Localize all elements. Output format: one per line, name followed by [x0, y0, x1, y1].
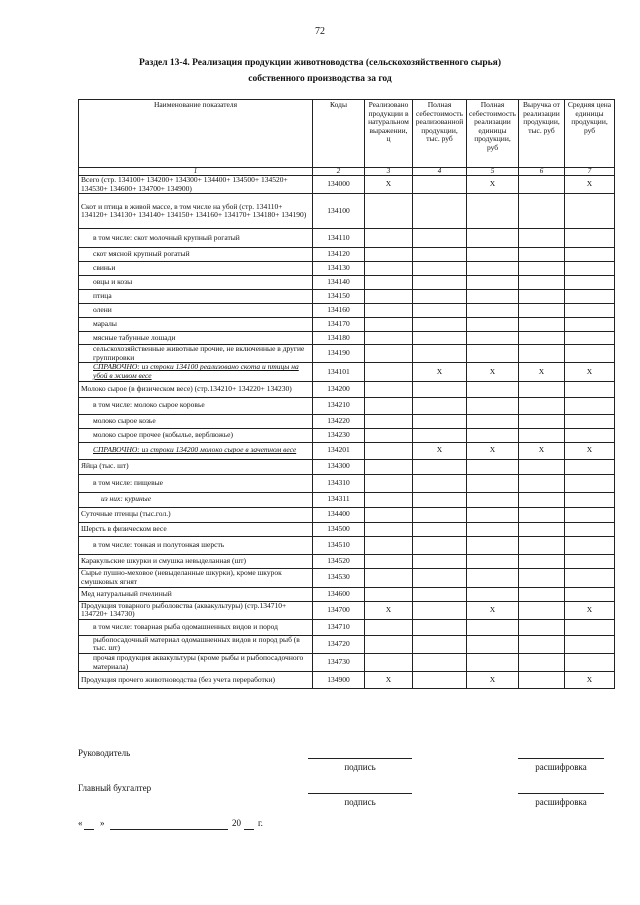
row-cell-c6[interactable]	[519, 229, 565, 248]
row-name: в том числе: скот молочный крупный рогатый	[79, 229, 313, 248]
row-cell-c7[interactable]	[565, 635, 615, 653]
row-code: 134190	[313, 345, 365, 363]
row-cell-c6[interactable]	[519, 318, 565, 332]
row-cell-c4[interactable]	[413, 345, 467, 363]
row-cell-c7[interactable]	[565, 428, 615, 442]
row-cell-c3[interactable]	[365, 345, 413, 363]
row-cell-c4[interactable]	[413, 536, 467, 554]
row-cell-c6[interactable]	[519, 428, 565, 442]
table-row	[79, 248, 615, 262]
section-title-line2: собственного производства за год	[248, 74, 392, 84]
row-cell-c5[interactable]	[467, 587, 519, 601]
row-cell-c7[interactable]	[565, 522, 615, 536]
row-cell-c5: X	[467, 601, 519, 619]
row-cell-c4[interactable]	[413, 672, 467, 689]
table-row	[79, 318, 615, 332]
date-close-quote: »	[100, 818, 105, 828]
row-cell-c6[interactable]	[519, 332, 565, 345]
row-name: Каракульские шкурки и смушка невыделанная (шт)	[79, 554, 313, 568]
row-name: прочая продукция аквакультуры (кроме рыбы и рыбопосадочного материала)	[79, 653, 313, 671]
header-row	[79, 100, 615, 168]
row-cell-c6[interactable]	[519, 672, 565, 689]
row-code: 134130	[313, 262, 365, 276]
row-cell-c4[interactable]	[413, 635, 467, 653]
column-number: 1	[79, 168, 313, 176]
row-cell-c4[interactable]	[413, 381, 467, 397]
column-number: 2	[313, 168, 365, 176]
row-cell-c3[interactable]	[365, 587, 413, 601]
row-cell-c7[interactable]	[565, 194, 615, 229]
row-name: молоко сырое прочее (кобылье, верблюжье)	[79, 428, 313, 442]
row-cell-c7: X	[565, 442, 615, 459]
row-code: 134530	[313, 568, 365, 587]
table-row	[79, 414, 615, 428]
accountant-signature-caption: подпись	[344, 797, 376, 807]
row-code: 134400	[313, 507, 365, 522]
table-row	[79, 304, 615, 318]
table-row	[79, 381, 615, 397]
row-cell-c6[interactable]	[519, 507, 565, 522]
row-cell-c5[interactable]	[467, 194, 519, 229]
row-code: 134220	[313, 414, 365, 428]
row-cell-c5[interactable]	[467, 635, 519, 653]
head-decoding-caption: расшифровка	[535, 762, 587, 772]
column-number-row	[79, 168, 615, 176]
row-cell-c6: X	[519, 442, 565, 459]
header-name: Наименование показателя	[79, 100, 313, 168]
row-cell-c5[interactable]	[467, 262, 519, 276]
row-cell-c3[interactable]	[365, 507, 413, 522]
section-title	[0, 55, 640, 87]
row-cell-c3[interactable]	[365, 318, 413, 332]
row-cell-c7: X	[565, 672, 615, 689]
row-cell-c4[interactable]	[413, 619, 467, 635]
row-cell-c4[interactable]	[413, 248, 467, 262]
row-cell-c7[interactable]	[565, 345, 615, 363]
table-row	[79, 635, 615, 653]
row-cell-c5: X	[467, 176, 519, 194]
row-cell-c4[interactable]	[413, 332, 467, 345]
row-cell-c7[interactable]	[565, 262, 615, 276]
row-cell-c5[interactable]	[467, 507, 519, 522]
table-row	[79, 363, 615, 381]
row-cell-c3[interactable]	[365, 536, 413, 554]
row-code: 134101	[313, 363, 365, 381]
row-cell-c5[interactable]	[467, 345, 519, 363]
row-cell-c7[interactable]	[565, 318, 615, 332]
row-cell-c3[interactable]	[365, 459, 413, 474]
row-cell-c7[interactable]	[565, 381, 615, 397]
row-name: Молоко сырое (в физическом весе) (стр.134210+ 134220+ 134230)	[79, 381, 313, 397]
row-cell-c3[interactable]	[365, 414, 413, 428]
row-cell-c3[interactable]	[365, 248, 413, 262]
row-cell-c5: X	[467, 672, 519, 689]
row-code: 134180	[313, 332, 365, 345]
row-name: СПРАВОЧНО: из строки 134200 молоко сырое в зачетном весе	[79, 442, 313, 459]
row-cell-c6[interactable]	[519, 459, 565, 474]
row-cell-c3[interactable]	[365, 568, 413, 587]
row-code: 134710	[313, 619, 365, 635]
row-code: 134110	[313, 229, 365, 248]
row-cell-c6[interactable]	[519, 304, 565, 318]
row-name: Сырье пушно-меховое (невыделанные шкурки), кроме шкурок смушковых ягнят	[79, 568, 313, 587]
table-row	[79, 332, 615, 345]
sales-table	[78, 99, 615, 689]
row-cell-c4[interactable]	[413, 304, 467, 318]
row-name: маралы	[79, 318, 313, 332]
page-number: 72	[315, 26, 325, 37]
row-code: 134170	[313, 318, 365, 332]
row-code: 134730	[313, 653, 365, 671]
row-cell-c4[interactable]	[413, 428, 467, 442]
column-number: 7	[565, 168, 615, 176]
row-cell-c6[interactable]	[519, 276, 565, 290]
row-cell-c5: X	[467, 363, 519, 381]
row-cell-c3[interactable]	[365, 194, 413, 229]
row-cell-c6[interactable]	[519, 474, 565, 492]
row-name: из них: куриные	[79, 492, 313, 507]
row-cell-c5[interactable]	[467, 304, 519, 318]
row-name: в том числе: тонкая и полутонкая шерсть	[79, 536, 313, 554]
row-cell-c5[interactable]	[467, 318, 519, 332]
date-open-quote: «	[78, 818, 83, 828]
row-cell-c3[interactable]	[365, 262, 413, 276]
row-cell-c5[interactable]	[467, 229, 519, 248]
table-body	[79, 176, 615, 689]
table-row	[79, 428, 615, 442]
row-name: Шерсть в физическом весе	[79, 522, 313, 536]
row-cell-c6[interactable]	[519, 345, 565, 363]
row-cell-c4[interactable]	[413, 318, 467, 332]
row-code: 134700	[313, 601, 365, 619]
row-code: 134210	[313, 397, 365, 414]
row-cell-c3[interactable]	[365, 474, 413, 492]
table-row	[79, 536, 615, 554]
row-name: Мед натуральный пчелиный	[79, 587, 313, 601]
table-row	[79, 194, 615, 229]
row-name: СПРАВОЧНО: из строки 134100 реализовано скота и птицы на убой в живом весе	[79, 363, 313, 381]
header-unit-cost: Полная себестоимость реализации единицы продукции, руб	[467, 100, 519, 168]
row-cell-c6[interactable]	[519, 194, 565, 229]
row-cell-c3[interactable]	[365, 276, 413, 290]
row-cell-c3[interactable]	[365, 554, 413, 568]
row-code: 134100	[313, 194, 365, 229]
row-cell-c4[interactable]	[413, 414, 467, 428]
row-code: 134310	[313, 474, 365, 492]
row-cell-c7[interactable]	[565, 248, 615, 262]
row-cell-c4[interactable]	[413, 276, 467, 290]
header-revenue: Выручка от реализации продукции, тыс. руб	[519, 100, 565, 168]
row-cell-c4[interactable]	[413, 459, 467, 474]
row-code: 134140	[313, 276, 365, 290]
row-cell-c7[interactable]	[565, 304, 615, 318]
accountant-label: Главный бухгалтер	[78, 783, 152, 793]
row-cell-c5[interactable]	[467, 619, 519, 635]
header-sold: Реализовано продукции в натуральном выражении, ц	[365, 100, 413, 168]
row-name: мясные табунные лошади	[79, 332, 313, 345]
table-row	[79, 672, 615, 689]
row-cell-c7[interactable]	[565, 397, 615, 414]
row-code: 134000	[313, 176, 365, 194]
row-cell-c3[interactable]	[365, 332, 413, 345]
row-cell-c5[interactable]	[467, 653, 519, 671]
table-row	[79, 554, 615, 568]
row-cell-c5[interactable]	[467, 414, 519, 428]
table-row	[79, 345, 615, 363]
accountant-decoding-line[interactable]	[518, 793, 604, 794]
row-cell-c7[interactable]	[565, 619, 615, 635]
row-code: 134720	[313, 635, 365, 653]
column-number: 4	[413, 168, 467, 176]
row-name: свиньи	[79, 262, 313, 276]
row-cell-c6[interactable]	[519, 397, 565, 414]
row-cell-c5[interactable]	[467, 290, 519, 304]
row-cell-c5[interactable]	[467, 554, 519, 568]
head-label: Руководитель	[78, 748, 131, 758]
row-cell-c3[interactable]	[365, 290, 413, 304]
date-year-line[interactable]	[244, 829, 254, 830]
row-cell-c5[interactable]	[467, 568, 519, 587]
row-cell-c3[interactable]	[365, 522, 413, 536]
row-cell-c4[interactable]	[413, 587, 467, 601]
row-cell-c5[interactable]	[467, 332, 519, 345]
row-cell-c4[interactable]	[413, 554, 467, 568]
row-cell-c3[interactable]	[365, 304, 413, 318]
row-cell-c3: X	[365, 176, 413, 194]
column-number: 5	[467, 168, 519, 176]
row-cell-c5[interactable]	[467, 536, 519, 554]
table-row	[79, 619, 615, 635]
row-name: в том числе: молоко сырое коровье	[79, 397, 313, 414]
row-cell-c5[interactable]	[467, 428, 519, 442]
table-row	[79, 522, 615, 536]
row-code: 134520	[313, 554, 365, 568]
table-row	[79, 459, 615, 474]
row-cell-c6[interactable]	[519, 176, 565, 194]
row-cell-c6[interactable]	[519, 554, 565, 568]
row-name: Скот и птица в живой массе, в том числе на убой (стр. 134110+ 134120+ 134130+ 134140+ 134150+ 134160+ 134170+ 134180+ 134190)	[79, 194, 313, 229]
row-cell-c4[interactable]	[413, 507, 467, 522]
table-row	[79, 601, 615, 619]
row-cell-c6[interactable]	[519, 290, 565, 304]
row-cell-c3[interactable]	[365, 381, 413, 397]
row-cell-c6[interactable]	[519, 492, 565, 507]
row-cell-c3[interactable]	[365, 229, 413, 248]
row-cell-c4[interactable]	[413, 601, 467, 619]
row-code: 134510	[313, 536, 365, 554]
row-cell-c7[interactable]	[565, 459, 615, 474]
row-cell-c3[interactable]	[365, 492, 413, 507]
row-cell-c4[interactable]	[413, 176, 467, 194]
row-cell-c6[interactable]	[519, 536, 565, 554]
row-name: олени	[79, 304, 313, 318]
row-cell-c6[interactable]	[519, 635, 565, 653]
row-cell-c7[interactable]	[565, 507, 615, 522]
table-row	[79, 176, 615, 194]
header-avg-price: Средняя цена единицы продукции, руб	[565, 100, 615, 168]
row-cell-c3: X	[365, 672, 413, 689]
row-code: 134160	[313, 304, 365, 318]
row-cell-c7[interactable]	[565, 536, 615, 554]
row-cell-c5[interactable]	[467, 459, 519, 474]
row-cell-c7[interactable]	[565, 474, 615, 492]
row-code: 134500	[313, 522, 365, 536]
table-row	[79, 397, 615, 414]
accountant-decoding-caption: расшифровка	[535, 797, 587, 807]
row-name: сельскохозяйственные животные прочие, не включенные в другие группировки	[79, 345, 313, 363]
row-name: Продукция прочего животноводства (без учета переработки)	[79, 672, 313, 689]
table-row	[79, 442, 615, 459]
row-name: птица	[79, 290, 313, 304]
row-code: 134300	[313, 459, 365, 474]
row-cell-c6[interactable]	[519, 248, 565, 262]
table-row	[79, 653, 615, 671]
row-code: 134230	[313, 428, 365, 442]
row-cell-c5[interactable]	[467, 397, 519, 414]
head-signature-line[interactable]	[308, 758, 412, 759]
row-cell-c6: X	[519, 363, 565, 381]
row-cell-c4[interactable]	[413, 262, 467, 276]
row-cell-c7[interactable]	[565, 492, 615, 507]
row-cell-c4[interactable]	[413, 492, 467, 507]
column-number: 3	[365, 168, 413, 176]
row-cell-c3[interactable]	[365, 619, 413, 635]
row-code: 134900	[313, 672, 365, 689]
row-code: 134120	[313, 248, 365, 262]
row-cell-c6[interactable]	[519, 568, 565, 587]
row-cell-c5[interactable]	[467, 522, 519, 536]
row-cell-c4[interactable]	[413, 522, 467, 536]
date-year-suffix: г.	[258, 818, 263, 828]
row-cell-c4[interactable]	[413, 194, 467, 229]
row-cell-c7: X	[565, 176, 615, 194]
table-row	[79, 229, 615, 248]
row-cell-c7[interactable]	[565, 276, 615, 290]
table-row	[79, 568, 615, 587]
accountant-signature-line[interactable]	[308, 793, 412, 794]
column-number: 6	[519, 168, 565, 176]
row-cell-c7[interactable]	[565, 554, 615, 568]
table-row	[79, 507, 615, 522]
row-code: 134600	[313, 587, 365, 601]
row-name: овцы и козы	[79, 276, 313, 290]
row-name: в том числе: пищевые	[79, 474, 313, 492]
row-cell-c3[interactable]	[365, 635, 413, 653]
table-row	[79, 262, 615, 276]
row-name: Всего (стр. 134100+ 134200+ 134300+ 134400+ 134500+ 134520+ 134530+ 134600+ 134700+ 134900)	[79, 176, 313, 194]
row-cell-c7[interactable]	[565, 414, 615, 428]
table-row	[79, 587, 615, 601]
row-cell-c6[interactable]	[519, 653, 565, 671]
row-name: Яйца (тыс. шт)	[79, 459, 313, 474]
date-year-prefix: 20	[232, 818, 241, 828]
row-cell-c7[interactable]	[565, 587, 615, 601]
row-cell-c6[interactable]	[519, 262, 565, 276]
head-decoding-line[interactable]	[518, 758, 604, 759]
row-cell-c5[interactable]	[467, 492, 519, 507]
row-cell-c4[interactable]	[413, 229, 467, 248]
row-cell-c5[interactable]	[467, 474, 519, 492]
header-code: Коды	[313, 100, 365, 168]
row-cell-c3[interactable]	[365, 428, 413, 442]
row-cell-c3[interactable]	[365, 653, 413, 671]
row-cell-c7: X	[565, 601, 615, 619]
row-cell-c4[interactable]	[413, 653, 467, 671]
row-cell-c4[interactable]	[413, 290, 467, 304]
row-name: в том числе: товарная рыба одомашненных видов и пород	[79, 619, 313, 635]
row-cell-c4: X	[413, 363, 467, 381]
row-code: 134150	[313, 290, 365, 304]
row-name: рыбопосадочный материал одомашненных видов и пород рыб (в тыс. шт)	[79, 635, 313, 653]
row-cell-c5[interactable]	[467, 381, 519, 397]
date-month-line[interactable]	[110, 829, 228, 830]
row-cell-c7[interactable]	[565, 332, 615, 345]
row-cell-c4: X	[413, 442, 467, 459]
row-name: скот мясной крупный рогатый	[79, 248, 313, 262]
row-cell-c6[interactable]	[519, 587, 565, 601]
row-cell-c6[interactable]	[519, 601, 565, 619]
head-signature-caption: подпись	[344, 762, 376, 772]
row-cell-c5: X	[467, 442, 519, 459]
header-full-cost: Полная себестоимость реализованной продукции, тыс. руб	[413, 100, 467, 168]
row-cell-c3[interactable]	[365, 442, 413, 459]
section-title-line1: Раздел 13-4. Реализация продукции животноводства (сельскохозяйственного сырья)	[139, 58, 501, 68]
row-code: 134201	[313, 442, 365, 459]
row-cell-c4[interactable]	[413, 474, 467, 492]
table-row	[79, 474, 615, 492]
row-cell-c7[interactable]	[565, 229, 615, 248]
row-cell-c6[interactable]	[519, 414, 565, 428]
row-name: Суточные птенцы (тыс.гол.)	[79, 507, 313, 522]
row-name: молоко сырое козье	[79, 414, 313, 428]
row-cell-c5[interactable]	[467, 248, 519, 262]
table-row	[79, 492, 615, 507]
row-cell-c3[interactable]	[365, 397, 413, 414]
table-row	[79, 276, 615, 290]
row-cell-c4[interactable]	[413, 568, 467, 587]
row-cell-c6[interactable]	[519, 619, 565, 635]
row-cell-c4[interactable]	[413, 397, 467, 414]
row-cell-c6[interactable]	[519, 381, 565, 397]
date-day-line[interactable]	[84, 829, 94, 830]
row-cell-c5[interactable]	[467, 276, 519, 290]
row-cell-c7[interactable]	[565, 568, 615, 587]
row-code: 134200	[313, 381, 365, 397]
row-cell-c3[interactable]	[365, 363, 413, 381]
row-cell-c3: X	[365, 601, 413, 619]
row-name: Продукция товарного рыболовства (аквакультуры) (стр.134710+ 134720+ 134730)	[79, 601, 313, 619]
table-row	[79, 290, 615, 304]
row-code: 134311	[313, 492, 365, 507]
row-cell-c6[interactable]	[519, 522, 565, 536]
row-cell-c7: X	[565, 363, 615, 381]
row-cell-c7[interactable]	[565, 653, 615, 671]
row-cell-c7[interactable]	[565, 290, 615, 304]
